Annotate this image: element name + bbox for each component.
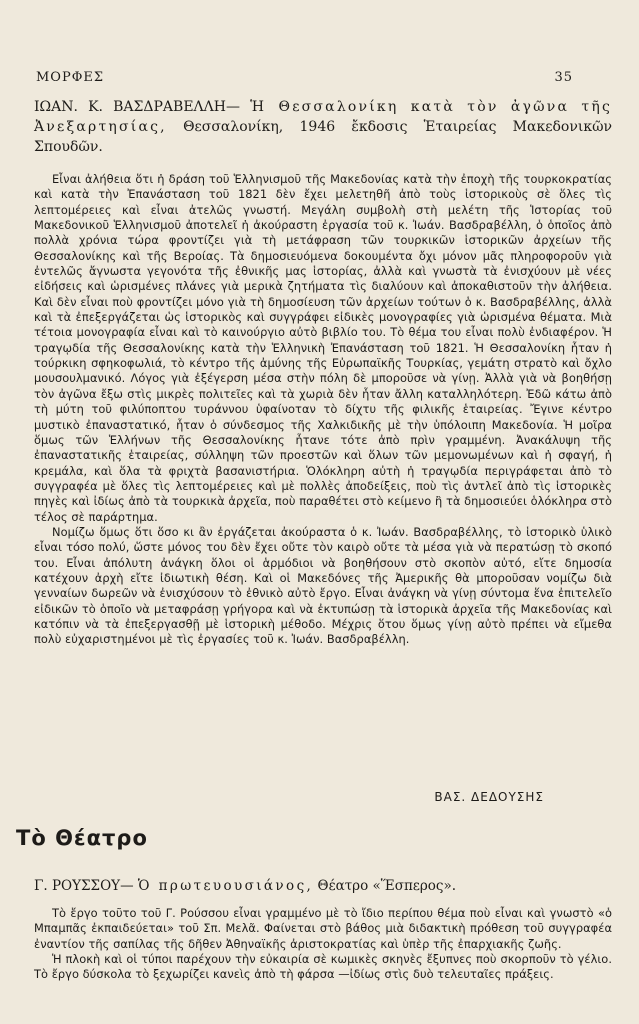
journal-title: ΜΟΡΦΕΣ [36,70,105,85]
review-paragraph-1: Εἶναι ἀλήθεια ὅτι ἡ δράση τοῦ Ἑλληνισμοῦ τῆς Μακεδονίας κατὰ τὴν ἐποχὴ τῆς τουρκοκρατίας καὶ κατὰ τὴν Ἐπανάσταση τοῦ 1821 δὲν ἔχει μελετηθῆ ἀπὸ τοὺς ἱστορικοὺς σὲ ὅλες τὶς λεπτομέρειες καὶ εἶναι ἀτελῶς γνωστή. Μεγάλη συμβολὴ στὴ μελέτη τῆς Ἱστορίας τοῦ Μακεδονικοῦ Ἑλληνισμοῦ ἀποτελεῖ ἡ ἀκούραστη ἐργασία τοῦ κ. Ἰωάν. Βασδραβέλλη, ὁ ὁποῖος ἀπὸ πολλὰ χρόνια τώρα φροντίζει γιὰ τὴ μετάφραση τῶν τουρκικῶν ἱστορικῶν ἀρχείων τῆς Θεσσαλονίκης καὶ τῆς Βεροίας. Τὰ δημοσιευόμενα δοκουμέντα ὄχι μόνον μᾶς πληροφοροῦν γιὰ ἐντελῶς ἄγνωστα γεγονότα τῆς ἐθνικῆς μας ἱστορίας, ἀλλὰ καὶ γνωστὰ τὰ ἐνισχύουν μὲ νέες εἰδήσεις καὶ ὡρισμένες πλάνες γιὰ μερικὰ ζητήματα τὶς διαλύουν καὶ ἀποκαθιστοῦν τὴν ἀλήθεια. Καὶ δὲν εἶναι ποὺ φροντίζει μόνο γιὰ τὴ δημοσίευση τῶν ἀρχείων τούτων ὁ κ. Βασδραβέλλης, ἀλλὰ καὶ τὰ ἐπεξεργάζεται ὡς ἱστορικὸς καὶ συγγράφει εἰδικὲς μονογραφίες γιὰ ὡρισμένα θέματα. Μιὰ τέτοια μονογραφία εἶναι καὶ τὸ καινούργιο αὐτὸ βιβλίο του. Τὸ θέμα του εἶναι πολὺ ἐνδιαφέρον. Ἡ τραγῳδία τῆς Θεσσαλονίκης κατὰ τὴν Ἑλληνικὴ Ἐπανάσταση τοῦ 1821. Ἡ Θεσσαλονίκη ἦταν ἡ τούρκικη σφηκοφωλιά, τὸ κέντρο τῆς ἀμύνης τῆς Εὐρωπαϊκῆς Τουρκίας, γεμάτη στρατὸ καὶ ὄχλο μουσουλμανικό. Λόγος γιὰ ἐξέγερση μέσα στὴν πόλη δὲ μποροῦσε νὰ γίνῃ. Ἀλλὰ γιὰ νὰ βοηθήσῃ τὸν ἀγῶνα ἔξω στὶς μικρὲς πολιτεῖες καὶ τὰ χωριὰ δὲν ἦταν ἄλλη καταλληλότερη. Ἐδῶ κάτω ἀπὸ τὴ μύτη τοῦ φιλύποπτου τυράννου ὑφαίνοταν τὸ δίχτυ τῆς φιλικῆς ἑταιρείας. Ἔγινε κέντρο μυστικὸ ἐπαναστατικό, ἦταν ὁ σύνδεσμος τῆς Χαλκιδικῆς μὲ τὴν ὑπόλοιπη Μακεδονία. Ἡ μοῖρα ὅμως τῶν Ἑλλήνων τῆς Θεσσαλονίκης ἦτανε τότε ἀπὸ πρὶν γραμμένη. Ἀνακάλυψη τῆς ἐπαναστατικῆς ἑταιρείας, σύλληψη τῶν προεστῶν καὶ ὅλων τῶν μεμονωμένων καὶ ἡ σφαγή, ἡ κρεμάλα, καὶ ὅλα τὰ φριχτὰ βασανιστήρια. Ὁλόκληρη αὐτὴ ἡ τραγῳδία περιγράφεται ἀπὸ τὸ συγγραφέα μὲ ὅλες τὶς λεπτομέρειες καὶ μὲ πολλὲς ἀποδείξεις, ποὺ τὶς ἀντλεῖ ἀπὸ τὶς ἱστορικὲς πηγὲς καὶ ἰδίως ἀπὸ τὰ τουρκικὰ ἀρχεῖα, ποὺ παραθέτει στὸ κείμενο ἢ τὰ δημοσιεύει ὁλόκληρα στὸ τέλος σὲ παράρτημα. [34,172,612,524]
theatre-review-body [34,906,612,983]
theatre-paragraph-2: Ἡ πλοκὴ καὶ οἱ τύποι παρέχουν τὴν εὐκαιρία σὲ κωμικὲς σκηνὲς ἔξυπνες ποὺ σκορποῦν τὸ γέλιο. Τὸ ἔργο δύσκολα τὸ ξεχωρίζει κανεὶς ἀπὸ τὴ φάρσα —ἰδίως στὶς δυὸ τελευταῖες πράξεις. [34,952,612,982]
review-book-details: Θεσσαλονίκη, 1946 ἔκδοσις Ἑταιρείας Μακεδονικῶν Σπουδῶν. [34,119,612,155]
book-review-heading [34,97,612,157]
review-book-title: Ἡ Θεσσαλονίκη κατὰ τὸν ἀγῶνα τῆς Ἀνεξαρτησίας, [34,99,613,135]
play-venue: Θέατρο «Ἕσπερος». [317,878,457,894]
review-paragraph-2: Νομίζω ὅμως ὅτι ὅσο κι ἂν ἐργάζεται ἀκούραστα ὁ κ. Ἰωάν. Βασδραβέλλης, τὸ ἱστορικὸ ὑλικὸ εἶναι τόσο πολύ, ὥστε μόνος του δὲν ἔχει οὔτε τὸν καιρὸ οὔτε τὰ μέσα γιὰ νὰ περατώσῃ τὸ σκοπό του. Εἶναι ἀπόλυτη ἀνάγκη ὅλοι οἱ ἁρμόδιοι νὰ βοηθήσουν στὸ σκοπὸν αὐτό, εἴτε δημοσία κατέχουν ἀρχὴ εἴτε ἰδιωτικὴ θέση. Καὶ οἱ Μακεδόνες τῆς Ἀμερικῆς θὰ μποροῦσαν νομίζω διὰ γενναίων δωρεῶν νὰ ἐνισχύσουν τὸ ἐθνικὸ αὐτὸ ἔργο. Εἶναι ἀνάγκη νὰ γίνῃ σύντομα ἕνα ἐπιτελεῖο εἰδικῶν τὸ ὁποῖο νὰ μεταφράσῃ γρήγορα καὶ νὰ ἐκτυπώσῃ τὰ ἱστορικὰ ἀρχεῖα τῆς Μακεδονίας καὶ κατόπιν νὰ τὰ ἐπεξεργασθῇ μὲ ἱστορικὴ μέθοδο. Μέχρις ὅτου ὅμως γίνῃ αὐτὸ πρέπει νὰ εἴμεθα πολὺ εὐχαριστημένοι μὲ τὶς ἐργασίες τοῦ κ. Ἰωάν. Βασδραβέλλη. [34,524,612,647]
review-author: ΙΩΑΝ. Κ. ΒΑΣΔΡΑΒΕΛΛΗ— [34,99,240,115]
play-author: Γ. ΡΟΥΣΣΟΥ— [34,878,134,894]
book-review-body [34,172,612,648]
page-header [36,70,573,86]
play-title: Ὁ πρωτευουσιάνος, [137,878,314,894]
section-title-theatre: Τὸ Θέατρο [16,826,148,850]
theatre-review-heading [34,877,624,895]
review-signature: ΒΑΣ. ΔΕΔΟΥΣΗΣ [434,790,544,804]
theatre-paragraph-1: Τὸ ἔργο τοῦτο τοῦ Γ. Ρούσσου εἶναι γραμμένο μὲ τὸ ἴδιο περίπου θέμα ποὺ εἶναι καὶ γνωστὸ «ὁ Μπαμπᾶς ἐκπαιδεύεται» τοῦ Σπ. Μελᾶ. Φαίνεται στὸ βάθος μιὰ διδακτικὴ πρόθεση τοῦ συγγραφέα ἐναντίον τῆς σαπίλας τῆς δῆθεν Ἀθηναϊκῆς ἀριστοκρατίας καὶ ὑπὲρ τῆς ἐπαρχιακῆς ζωῆς. [34,906,612,951]
page-number: 35 [554,70,573,85]
